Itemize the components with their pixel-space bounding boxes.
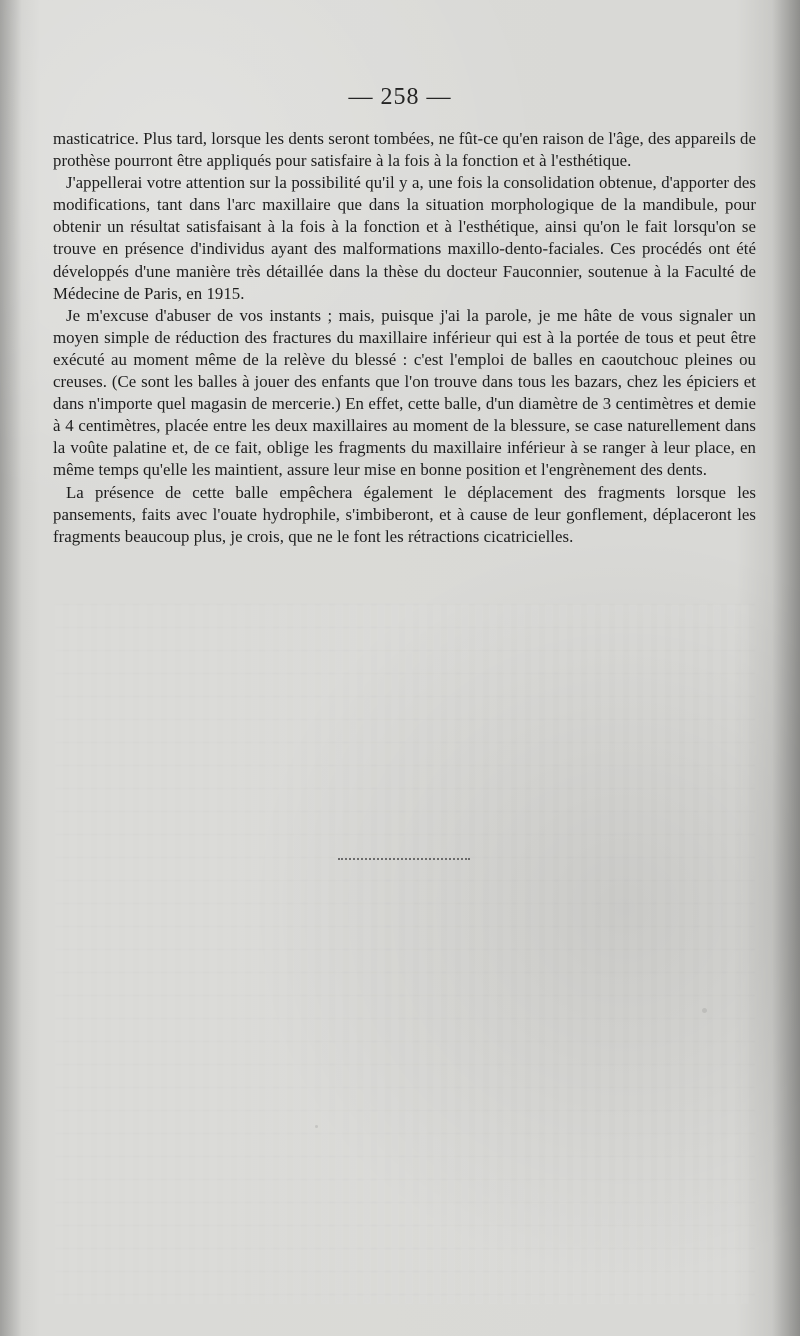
paragraph-modifications: J'appellerai votre attention sur la possibilité qu'il y a, une fois la consolidation obtenue, d'apporter des modifications, tant dans l'arc maxillaire que dans la situation morphologique de la mandibule, pour obtenir un résultat satisfaisant à la fois à la fonction et à l'esthétique, ainsi qu'on le fait lorsqu'on se trouve en présence d'individus ayant des malformations maxillo-dento-faciales. Ces procédés ont été développés d'une manière très détaillée dans la thèse du docteur Fauconnier, soutenue à la Faculté de Médecine de Paris, en 1915. — [53, 173, 756, 303]
page-number: — 258 — — [348, 84, 452, 110]
show-through-text — [55, 604, 755, 1304]
paragraph-continuation: masticatrice. Plus tard, lorsque les dents seront tombées, ne fût-ce qu'en raison de l'âge, des appareils de prothèse pourront être appliqués pour satisfaire à la fois à la fonction et à l'esthétique. — [53, 129, 756, 171]
section-divider — [338, 858, 470, 860]
main-text — [53, 128, 756, 548]
paragraph-rubber-ball-method: Je m'excuse d'abuser de vos instants ; mais, puisque j'ai la parole, je me hâte de vous signaler un moyen simple de réduction des fractures du maxillaire inférieur qui est à la portée de tous et peut être exécuté au moment même de la relève du blessé : c'est l'emploi de balles en caoutchouc pleines ou creuses. (Ce sont les balles à jouer des enfants que l'on trouve dans tous les bazars, chez les épiciers et dans n'importe quel magasin de mercerie.) En effet, cette balle, d'un diamètre de 3 centimètres et demie à 4 centimètres, placée entre les deux maxillaires au moment de la blessure, se case naturellement dans la voûte palatine et, de ce fait, oblige les fragments du maxillaire inférieur à se ranger à leur place, en même temps qu'elle les maintient, assure leur mise en bonne position et l'engrènement des dents. — [53, 305, 756, 480]
paragraph-fragment-displacement: La présence de cette balle empêchera également le déplacement des fragments lorsque les pansements, faits avec l'ouate hydrophile, s'imbiberont, et à cause de leur gonflement, déplaceront les fragments beaucoup plus, je crois, que ne le font les rétractions cicatricielles. — [53, 482, 756, 546]
